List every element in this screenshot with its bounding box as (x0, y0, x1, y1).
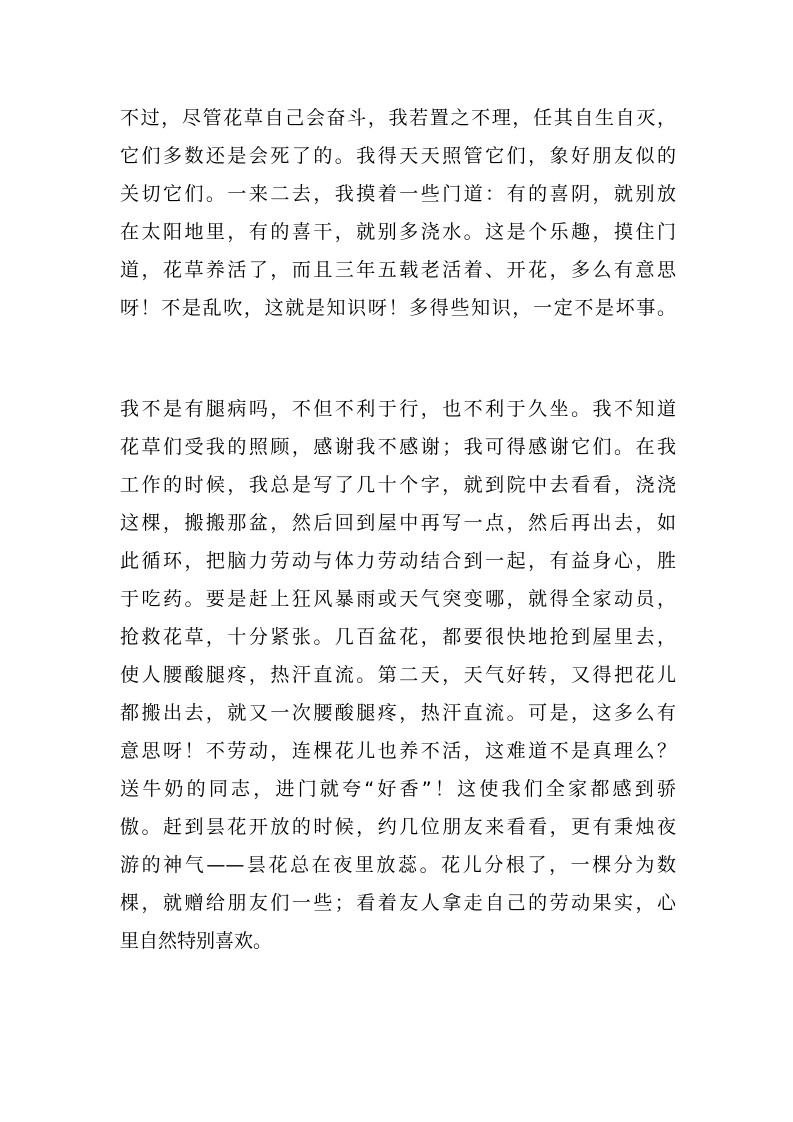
text-line: 我不是有腿病吗，不但不利于行，也不利于久坐。我不知道 (120, 398, 676, 420)
text-line: 它们多数还是会死了的。我得天天照管它们，象好朋友似的 (120, 145, 676, 167)
text-line: 意思呀！不劳动，连棵花儿也养不活，这难道不是真理么？ (120, 740, 676, 762)
text-line: 傲。赶到昙花开放的时候，约几位朋友来看看，更有秉烛夜 (120, 816, 676, 838)
text-line: 此循环，把脑力劳动与体力劳动结合到一起，有益身心，胜 (120, 550, 676, 572)
text-line: 棵，就赠给朋友们一些；看着友人拿走自己的劳动果实，心 (120, 892, 676, 914)
text-line: 都搬出去，就又一次腰酸腿疼，热汗直流。可是，这多么有 (120, 702, 676, 724)
text-line: 不过，尽管花草自己会奋斗，我若置之不理，任其自生自灭， (120, 107, 676, 129)
text-line: 抢救花草，十分紧张。几百盆花，都要很快地抢到屋里去， (120, 626, 676, 648)
text-line: 呀！不是乱吹，这就是知识呀！多得些知识，一定不是坏事。 (120, 297, 676, 319)
text-line: 游的神气——昙花总在夜里放蕊。花儿分根了，一棵分为数 (120, 854, 676, 876)
text-line: 送牛奶的同志，进门就夸“好香”！这使我们全家都感到骄 (120, 778, 676, 800)
text-line: 关切它们。一来二去，我摸着一些门道：有的喜阴，就别放 (120, 183, 676, 205)
text-line: 这棵，搬搬那盆，然后回到屋中再写一点，然后再出去，如 (120, 512, 676, 534)
paragraph-1 (120, 99, 676, 327)
text-line: 在太阳地里，有的喜干，就别多浇水。这是个乐趣，摸住门 (120, 221, 676, 243)
text-line: 工作的时候，我总是写了几十个字，就到院中去看看，浇浇 (120, 474, 676, 496)
text-line: 花草们受我的照顾，感谢我不感谢；我可得感谢它们。在我 (120, 436, 676, 458)
text-line: 里自然特别喜欢。 (120, 930, 273, 952)
paragraph-2 (120, 390, 676, 960)
text-line: 使人腰酸腿疼，热汗直流。第二天，天气好转，又得把花儿 (120, 664, 676, 686)
text-line: 道，花草养活了，而且三年五载老活着、开花，多么有意思 (120, 259, 676, 281)
text-line: 于吃药。要是赶上狂风暴雨或天气突变哪，就得全家动员， (120, 588, 676, 610)
